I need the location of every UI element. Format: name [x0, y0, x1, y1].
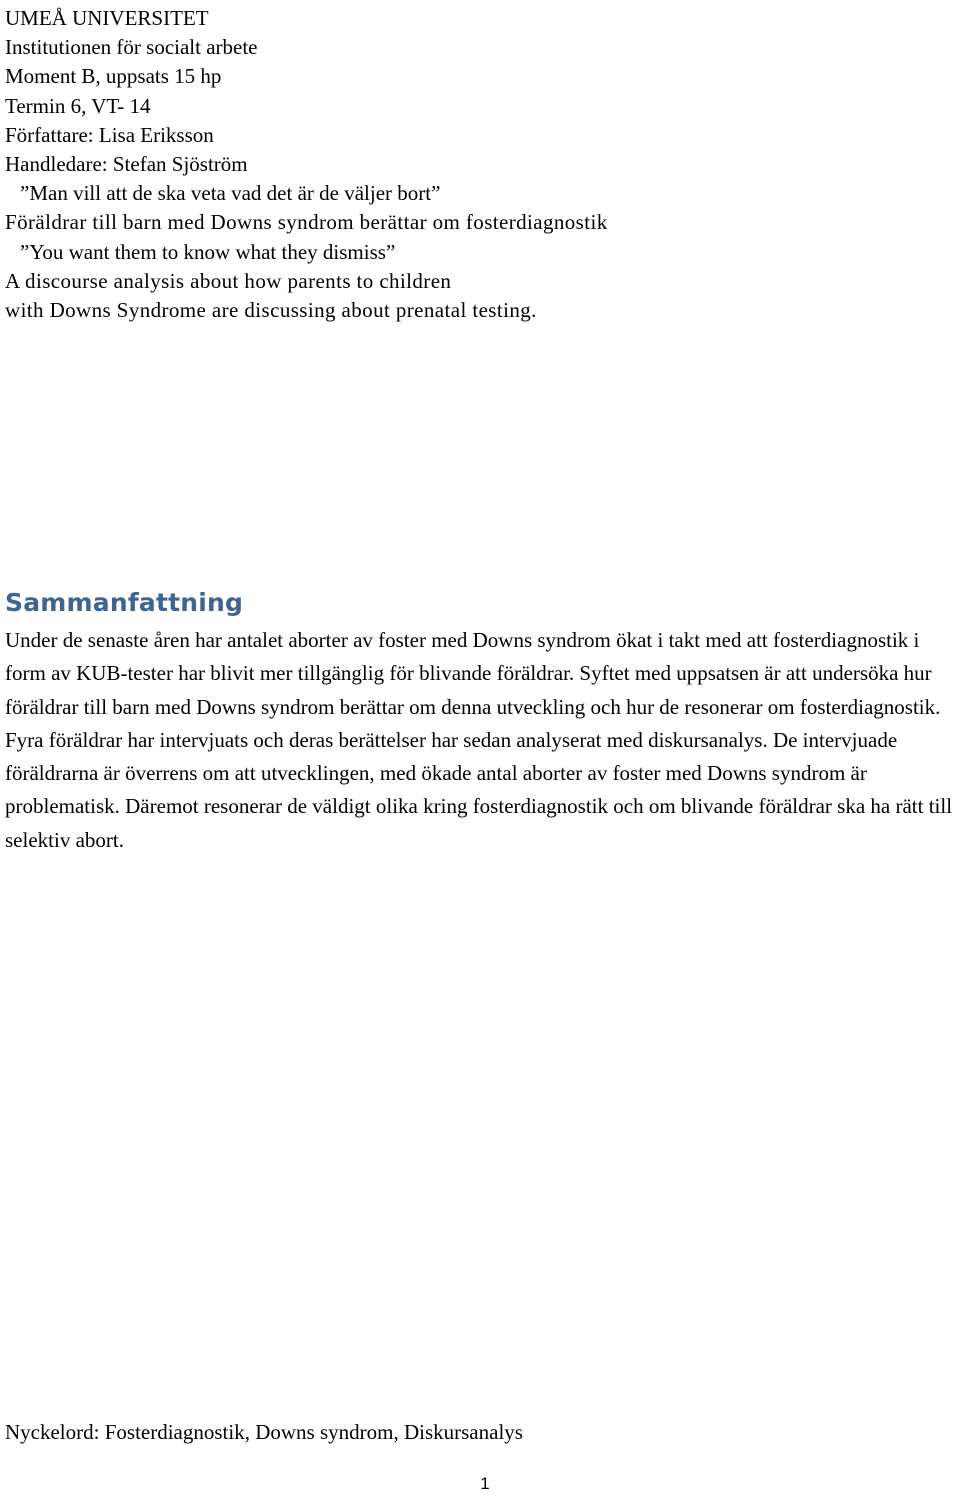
keywords-line: Nyckelord: Fosterdiagnostik, Downs syndrom, Diskursanalys	[5, 1420, 523, 1444]
author-name: Författare: Lisa Eriksson	[5, 122, 214, 147]
university-name: UMEÅ UNIVERSITET	[5, 6, 209, 30]
course-info: Moment B, uppsats 15 hp	[5, 64, 222, 89]
thesis-title-english: ”You want them to know what they dismiss”	[20, 239, 396, 264]
summary-paragraph: Under de senaste åren har antalet aborter av foster med Downs syndrom ökat i takt med att fosterdiagnostik i form av KUB-tester har blivit mer tillgänglig för blivande föräldrar. Syftet med uppsatsen är att undersöka hur föräldrar till barn med Downs syndrom berättar om denna utveckling och hur de resonerar om fosterdiagnostik. Fyra föräldrar har intervjuats och deras berättelser har sedan analyserat med diskursanalys. De intervjuade föräldrarna är överrens om att utvecklingen, med ökade antal aborter av foster med Downs syndrom är problematisk. Däremot resonerar de väldigt olika kring fosterdiagnostik och om blivande föräldrar ska ha rätt till selektiv abort.	[5, 628, 953, 852]
thesis-subtitle-english-line2: with Downs Syndrome are discussing about prenatal testing.	[5, 298, 537, 323]
thesis-subtitle-english-line1: A discourse analysis about how parents to children	[5, 268, 452, 293]
summary-heading: Sammanfattning	[5, 588, 244, 617]
institution-name: Institutionen för socialt arbete	[5, 35, 258, 60]
supervisor-name: Handledare: Stefan Sjöström	[5, 152, 248, 177]
term-info: Termin 6, VT- 14	[5, 93, 151, 118]
thesis-title-swedish: ”Man vill att de ska veta vad det är de väljer bort”	[20, 181, 441, 206]
thesis-subtitle-swedish: Föräldrar till barn med Downs syndrom berättar om fosterdiagnostik	[5, 210, 608, 235]
page-number: 1	[480, 1474, 490, 1493]
title-page-header	[5, 4, 945, 325]
